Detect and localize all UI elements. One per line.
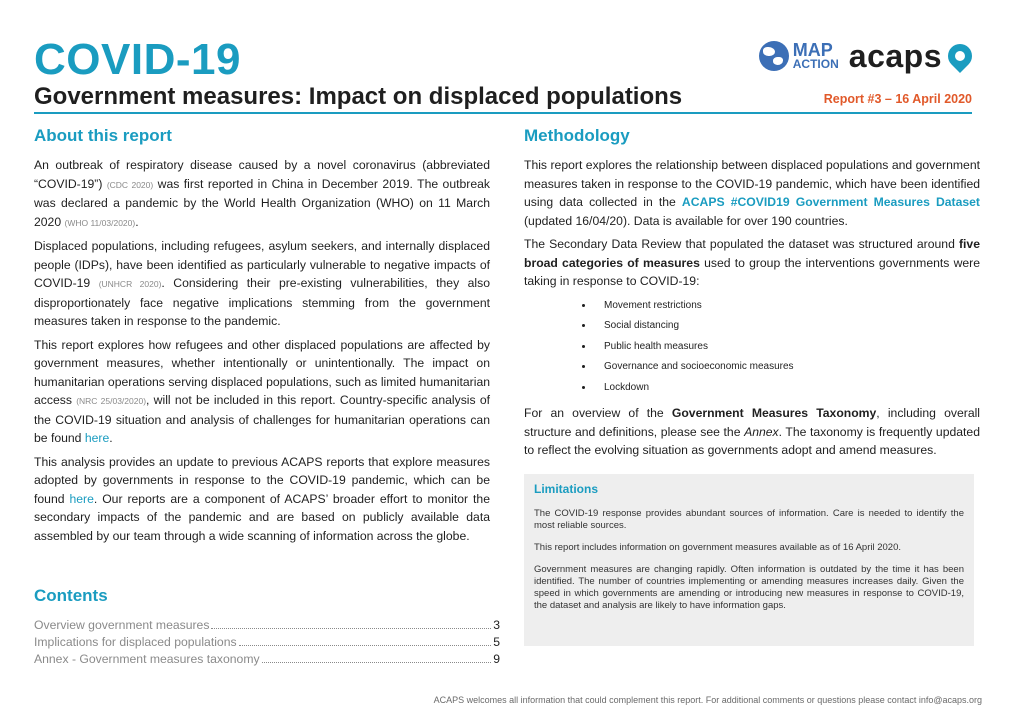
- list-item: • Public health measures: [594, 337, 980, 358]
- logo-group: [759, 40, 972, 72]
- globe-icon: [759, 41, 789, 71]
- about-heading: About this report: [34, 126, 172, 145]
- list-item: • Lockdown: [594, 378, 980, 399]
- methodology-paragraph-1: This report explores the relationship between displaced populations and government measures taken in response to the COVID-19 pandemic, which have been identified using data collected in the ACAPS #COVID19 Government Measures Dataset (updated 16/04/20). Data is available for over 190 countries.: [524, 158, 980, 228]
- toc-item-page: 9: [493, 652, 500, 666]
- limitations-heading: Limitations: [534, 482, 599, 496]
- citation: (CDC 2020): [106, 179, 154, 190]
- mapaction-logo-line1: MAP: [792, 39, 833, 60]
- toc-item-label: Annex - Government measures taxonomy: [34, 652, 260, 666]
- about-paragraph-4: This analysis provides an update to previous ACAPS reports that explore measures adopted by governments in response to the COVID-19 pandemic, which can be found here. Our reports are a component of ACAPS’ broader effort to monitor the secondary impacts of the pandemic and are based on publicly available data assembled by our team through a wide scanning of information across the globe.: [34, 454, 490, 543]
- toc-item[interactable]: [34, 618, 500, 635]
- about-section: [34, 126, 490, 550]
- page-subtitle: Government measures: Impact on displaced populations: [34, 83, 683, 110]
- acaps-logo: [849, 40, 972, 72]
- limitations-paragraph: The COVID-19 response provides abundant sources of information. Care is needed to identify the most reliable sources.: [534, 508, 964, 531]
- contents-section: [34, 586, 500, 669]
- list-item: • Movement restrictions: [594, 296, 980, 317]
- limitations-paragraph: Government measures are changing rapidly. Often information is outdated by the time it has been identified. The number of countries implementing or amending measures increases daily. Given the speed in which governments are amending or introducing new measures in response to COVID-19, the dataset and analysis are likely to have information gaps.: [534, 564, 964, 611]
- limitations-box: [524, 474, 974, 646]
- location-pin-icon: [943, 39, 977, 73]
- toc-item-label: Overview government measures: [34, 618, 210, 632]
- category-list: [524, 296, 980, 399]
- toc-item-page: 5: [493, 635, 500, 649]
- mapaction-logo-line2: ACTION: [792, 56, 839, 71]
- methodology-heading: Methodology: [524, 126, 630, 145]
- about-paragraph-3: This report explores how refugees and other displaced populations are affected by government measures, whether intentionally or unintentionally. The impact on humanitarian operations serving displaced populations, such as limited humanitarian access (NRC 25/03/2020), will not be included in this report. Country-specific analysis of the COVID-19 situation and analysis of challenges for humanitarian operations can be found here.: [34, 337, 491, 445]
- acaps-logo-text: acaps: [848, 38, 942, 74]
- list-item: • Governance and socioeconomic measures: [594, 357, 980, 378]
- report-number: Report #3 – 16 April 2020: [823, 92, 972, 106]
- limitations-paragraph: This report includes information on government measures available as of 16 April 2020.: [534, 542, 902, 553]
- methodology-section: [524, 126, 980, 465]
- toc-item[interactable]: [34, 635, 500, 652]
- toc-item-label: Implications for displaced populations: [34, 635, 237, 649]
- toc-item[interactable]: [34, 652, 500, 669]
- methodology-paragraph-3: For an overview of the Government Measures Taxonomy, including overall structure and definitions, please see the Annex. The taxonomy is frequently updated to reflect the evolving situation as governments adopt and amend measures.: [524, 406, 981, 457]
- dataset-link[interactable]: ACAPS #COVID19 Government Measures Dataset: [681, 195, 980, 209]
- previous-reports-link[interactable]: here: [69, 491, 94, 506]
- citation: (WHO 11/03/2020): [64, 217, 136, 228]
- footer-note: ACAPS welcomes all information that could complement this report. For additional comments or questions please contact info@acaps.org: [433, 695, 982, 705]
- toc-item-page: 3: [493, 618, 500, 632]
- toc-leader: [211, 628, 491, 629]
- methodology-paragraph-2: The Secondary Data Review that populated the dataset was structured around five broad categories of measures used to group the interventions governments were taking in response to COVID-19:: [524, 237, 980, 288]
- toc-leader: [262, 662, 492, 663]
- page-title: COVID-19: [34, 35, 241, 84]
- toc-leader: [239, 645, 492, 646]
- citation: (UNHCR 2020): [98, 279, 162, 289]
- header-divider: [34, 112, 972, 114]
- country-analysis-link[interactable]: here: [84, 431, 110, 445]
- mapaction-logo: [759, 41, 839, 71]
- about-paragraph-2: Displaced populations, including refugees, asylum seekers, and internally displaced people (IDPs), have been identified as particularly vulnerable to negative impacts of COVID-19 (UNHCR 2020). Considering their pre-existing vulnerabilities, they also disproportionately face negative implications stemming from the government measures taken in response to the pandemic.: [34, 239, 490, 328]
- contents-heading: Contents: [34, 586, 108, 605]
- citation: (NRC 25/03/2020): [76, 396, 147, 406]
- list-item: • Social distancing: [594, 316, 980, 337]
- about-paragraph-1: An outbreak of respiratory disease caused by a novel coronavirus (abbreviated “COVID-19”) (CDC 2020) was first reported in China in December 2019. The outbreak was declared a pandemic by the World Health Organization (WHO) on 11 March 2020 (WHO 11/03/2020).: [34, 158, 490, 229]
